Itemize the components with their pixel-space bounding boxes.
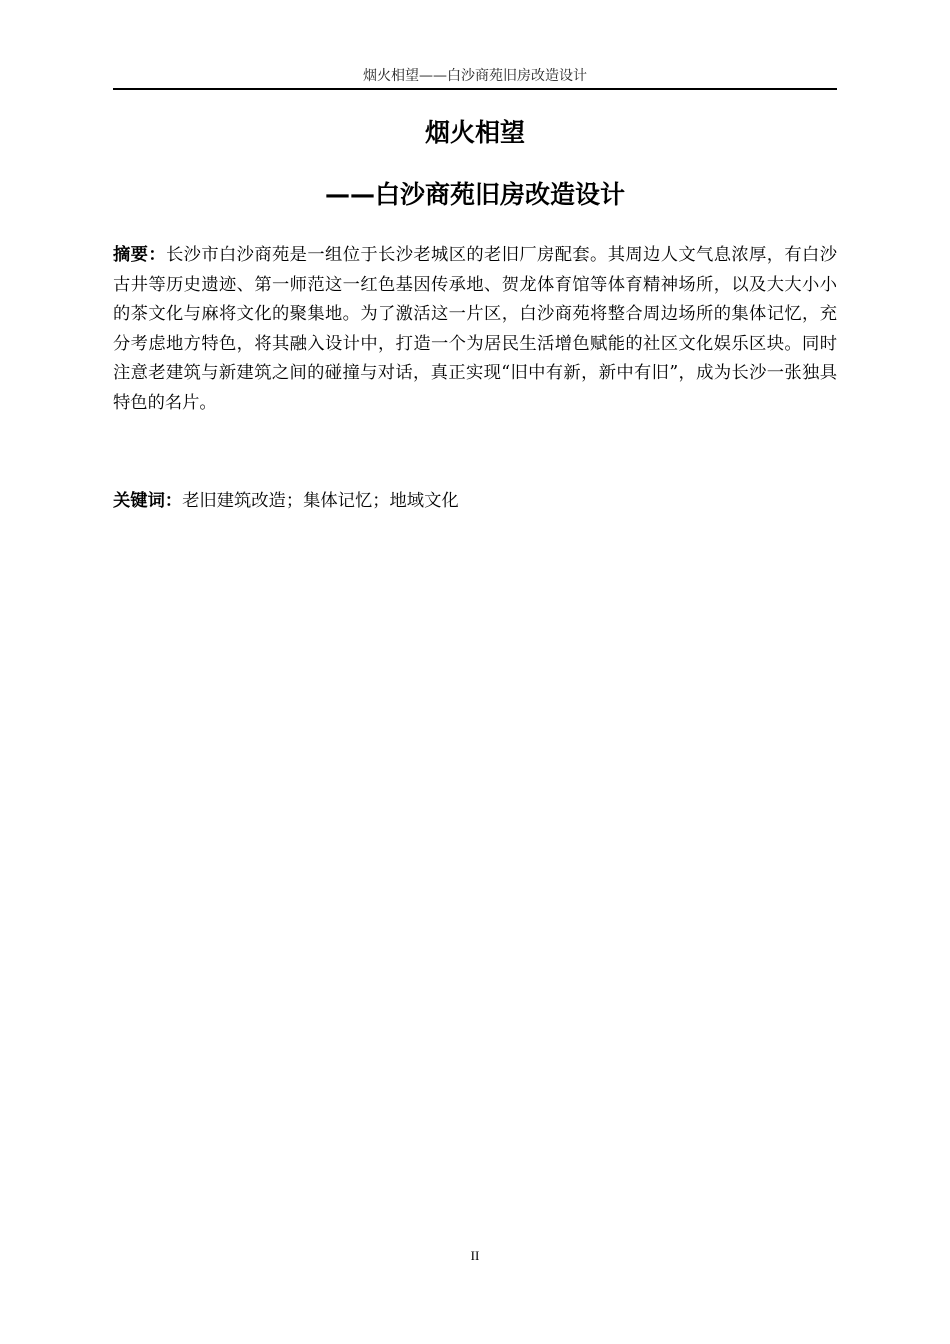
keywords-label: 关键词： — [113, 491, 183, 511]
page-number: II — [470, 1248, 480, 1263]
document-title: 烟火相望 — [424, 118, 525, 147]
header-divider — [113, 88, 837, 90]
abstract-paragraph — [113, 241, 837, 418]
abstract-label: 摘要： — [113, 245, 167, 265]
keywords-text: 老旧建筑改造；集体记忆；地域文化 — [182, 491, 459, 511]
abstract-text: 长沙市白沙商苑是一组位于长沙老城区的老旧厂房配套。其周边人文气息浓厚，有白沙古井等历史遗迹、第一师范这一红色基因传承地、贺龙体育馆等体育精神场所，以及大大小小的茶文化与麻将文化的聚集地。为了激活这一片区，白沙商苑将整合周边场所的集体记忆，充分考虑地方特色，将其融入设计中，打造一个为居民生活增色赋能的社区文化娱乐区块。同时注意老建筑与新建筑之间的碰撞与对话，真正实现“旧中有新，新中有旧”，成为长沙一张独具特色的名片。 — [113, 245, 837, 413]
keywords-paragraph — [113, 487, 837, 517]
document-subtitle: ——白沙商苑旧房改造设计 — [324, 180, 625, 209]
running-header: 烟火相望——白沙商苑旧房改造设计 — [363, 68, 587, 84]
